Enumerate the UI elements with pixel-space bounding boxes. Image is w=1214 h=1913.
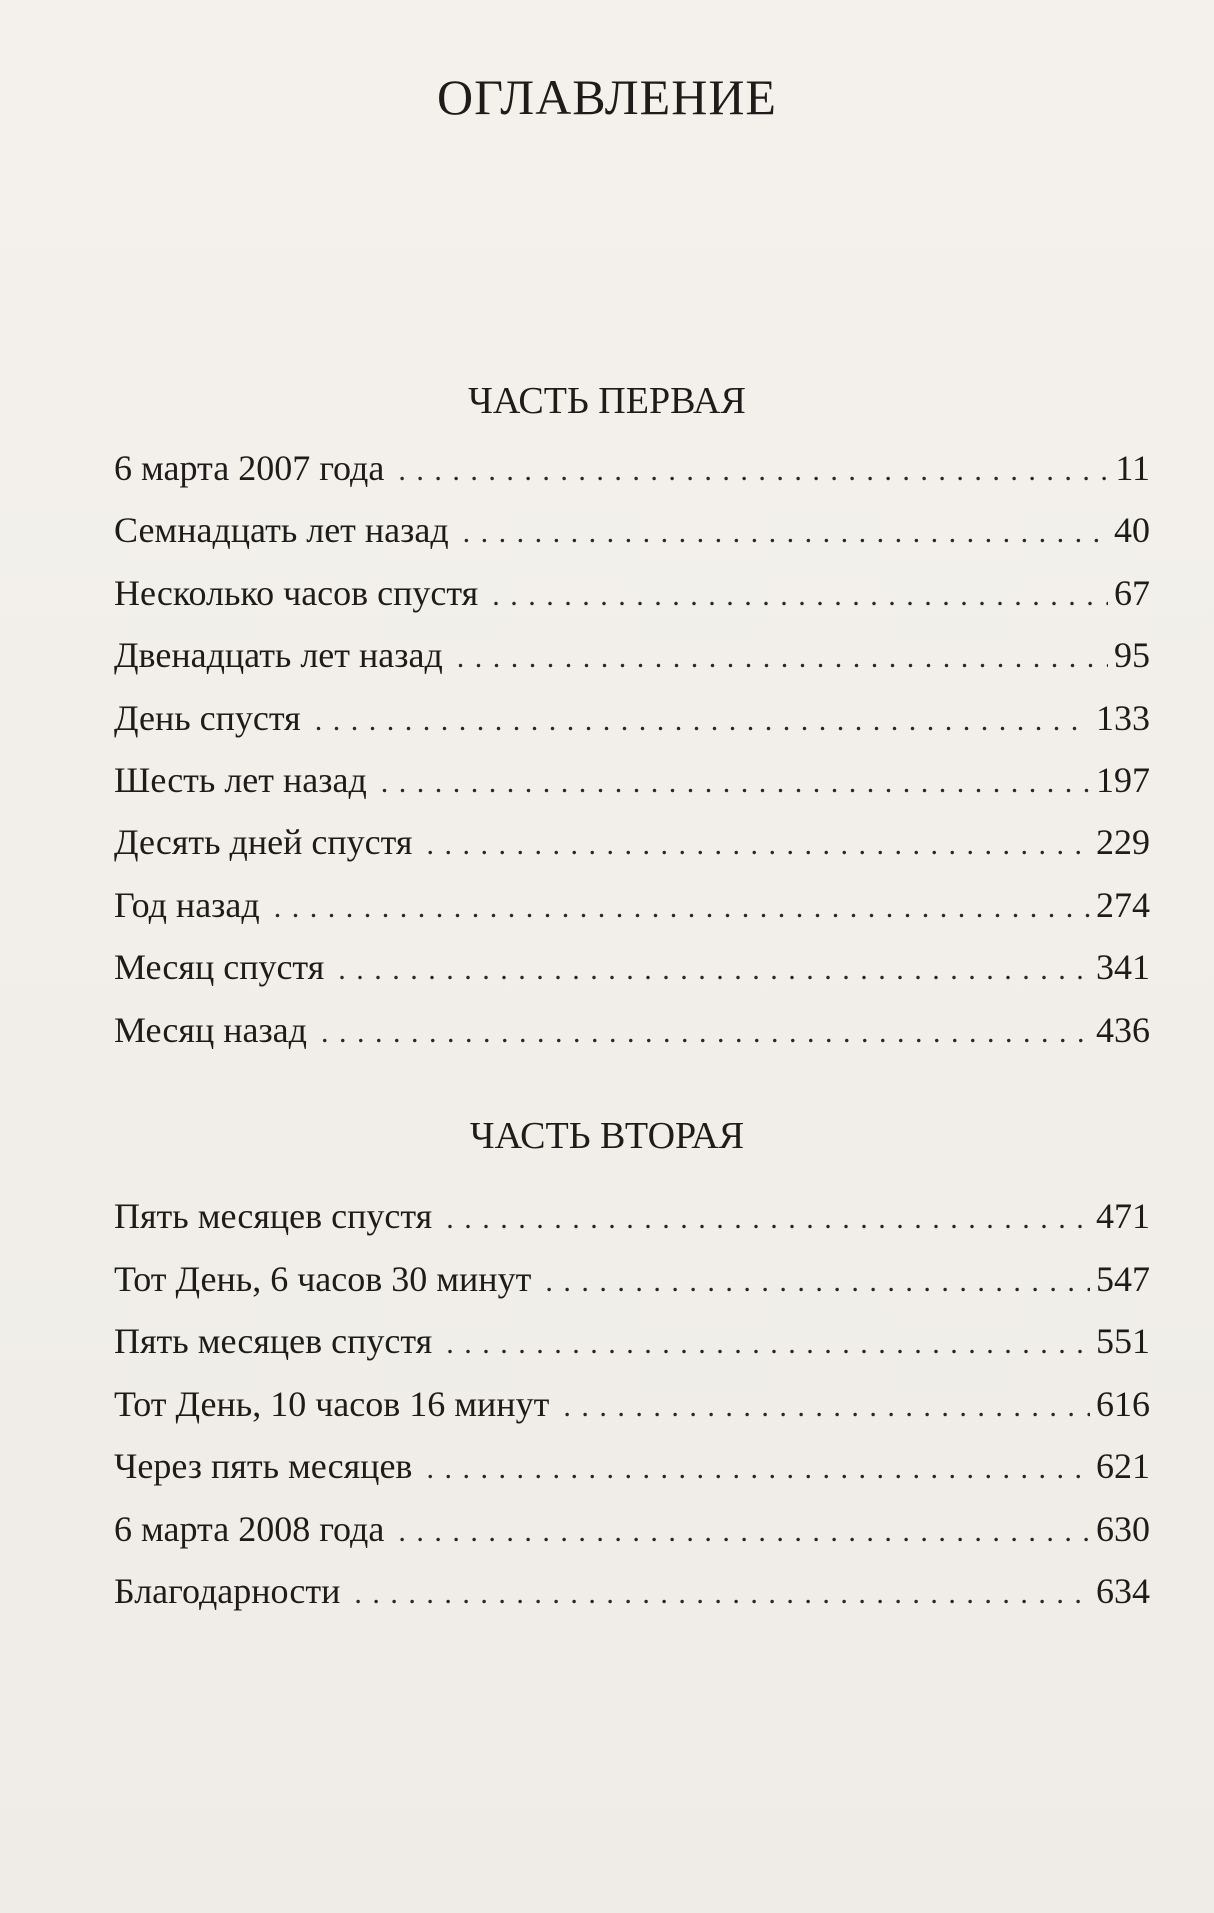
toc-entry <box>114 1310 1150 1373</box>
toc-entry-page-number: 229 <box>1096 822 1150 863</box>
toc-entry <box>114 749 1150 811</box>
toc-entry <box>114 1248 1150 1311</box>
dot-leader <box>492 565 1108 627</box>
part-one-heading: ЧАСТЬ ПЕРВАЯ <box>468 380 746 422</box>
toc-entry-page-number: 133 <box>1096 697 1150 738</box>
toc-entry-page-number: 547 <box>1096 1258 1150 1299</box>
toc-entry-page-number: 274 <box>1096 884 1150 925</box>
dot-leader <box>338 939 1090 1001</box>
dot-leader <box>315 690 1090 752</box>
dot-leader <box>398 1501 1090 1563</box>
dot-leader <box>274 877 1090 939</box>
toc-entry-page-number: 40 <box>1114 510 1150 551</box>
toc-entry <box>114 811 1150 873</box>
toc-entry <box>114 624 1150 686</box>
toc-entry-title: Тот День, 6 часов 30 минут <box>114 1258 532 1299</box>
toc-entry <box>114 874 1150 936</box>
toc-entry-page-number: 95 <box>1114 635 1150 676</box>
dot-leader <box>563 1376 1090 1438</box>
toc-entry-title: Тот День, 10 часов 16 минут <box>114 1383 550 1424</box>
toc-entry <box>114 936 1150 998</box>
toc-entry-title: Месяц назад <box>114 1009 307 1050</box>
dot-leader <box>446 1313 1090 1375</box>
toc-entry-page-number: 341 <box>1096 947 1150 988</box>
part-two-heading: ЧАСТЬ ВТОРАЯ <box>469 1115 745 1157</box>
toc-entry <box>114 1435 1150 1498</box>
dot-leader <box>457 627 1108 689</box>
toc-title: ОГЛАВЛЕНИЕ <box>437 69 777 125</box>
toc-entry <box>114 687 1150 749</box>
dot-leader <box>545 1251 1090 1313</box>
toc-entry <box>114 499 1150 561</box>
toc-entry-title: Двенадцать лет назад <box>114 635 443 676</box>
toc-entry <box>114 562 1150 624</box>
toc-entry-title: Несколько часов спустя <box>114 572 479 613</box>
toc-entry-page-number: 551 <box>1096 1321 1150 1361</box>
dot-leader <box>398 440 1109 502</box>
toc-entry-page-number: 634 <box>1096 1571 1150 1611</box>
toc-entry <box>114 1373 1150 1436</box>
toc-entry-page-number: 630 <box>1096 1508 1150 1549</box>
toc-entry-page-number: 621 <box>1096 1446 1150 1486</box>
toc-entry-title: 6 марта 2008 года <box>114 1508 385 1549</box>
toc-entry <box>114 1498 1150 1561</box>
dot-leader <box>463 502 1108 564</box>
dot-leader <box>381 752 1090 814</box>
toc-entry-page-number: 67 <box>1114 572 1150 613</box>
toc-entry-page-number: 197 <box>1096 759 1150 800</box>
toc-entry <box>114 999 1150 1061</box>
dot-leader <box>321 1002 1090 1064</box>
toc-entry-title: Десять дней спустя <box>114 822 413 863</box>
toc-entry-title: Пять месяцев спустя <box>114 1196 433 1236</box>
toc-entry-title: Благодарности <box>114 1571 341 1611</box>
dot-leader <box>426 814 1090 876</box>
part-two-entries <box>114 1185 1150 1623</box>
toc-entry-title: Семнадцать лет назад <box>114 510 449 551</box>
dot-leader <box>446 1188 1090 1250</box>
toc-entry-page-number: 616 <box>1096 1383 1150 1424</box>
dot-leader <box>426 1438 1090 1500</box>
toc-entry-page-number: 471 <box>1096 1196 1150 1236</box>
toc-entry-page-number: 436 <box>1096 1009 1150 1050</box>
toc-entry <box>114 437 1150 499</box>
toc-entry-title: 6 марта 2007 года <box>114 448 385 488</box>
part-one-entries <box>114 437 1150 1061</box>
toc-entry <box>114 1560 1150 1623</box>
toc-entry-title: Месяц спустя <box>114 947 325 988</box>
toc-entry-title: День спустя <box>114 697 301 738</box>
toc-entry-page-number: 11 <box>1115 448 1150 488</box>
toc-entry-title: Год назад <box>114 884 260 925</box>
toc-entry <box>114 1185 1150 1248</box>
toc-entry-title: Через пять месяцев <box>114 1446 413 1486</box>
dot-leader <box>354 1563 1090 1625</box>
toc-entry-title: Шесть лет назад <box>114 759 367 800</box>
toc-entry-title: Пять месяцев спустя <box>114 1321 433 1361</box>
